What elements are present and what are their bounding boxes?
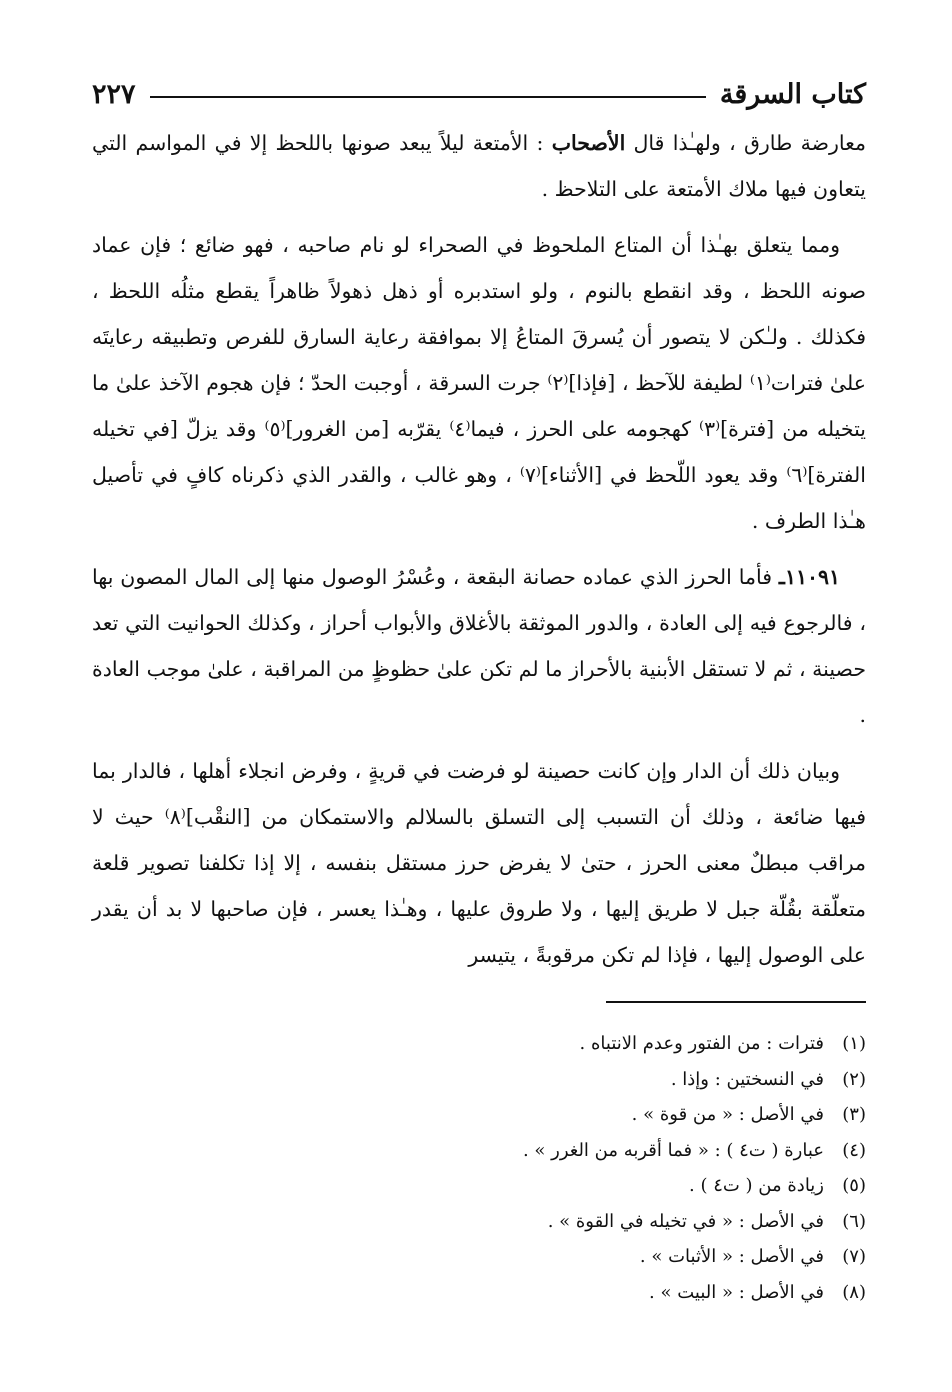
- footnote-text: في الأصل : « الأثبات » .: [639, 1246, 824, 1267]
- paragraph-text: فأما الحرز الذي عماده حصانة البقعة ، وعُسْرُ الوصول منها إلى المال المصون بها ، فالرجوع فيه إلى العادة ، والدور الموثقة بالأغلاق والأبواب أحراز ، وكذلك الحوانيت التي تعد حصينة ، ثم لا تستقل الأبنية بالأحراز ما لم تكن علىٰ حظوظٍ من المراقبة ، علىٰ موجب العادة .: [92, 565, 866, 727]
- paragraph-text: وبيان ذلك أن الدار وإن كانت حصينة لو فرضت في قريةٍ ، وفرض انجلاء أهلها ، فالدار بما فيها ضائعة ، وذلك أن التسبب إلى التسلق بالسلالم والاستمكان من [النقْب]⁽٨⁾ حيث لا مراقب مبطلٌ معنى الحرز ، حتىٰ لا يفرض حرز مستقل بنفسه ، إلا إذا تكلفنا تصوير قلعة متعلّقة بقُلّة جبل لا طريق إليها ، ولا طروق عليها ، وهـٰذا يعسر ، فإن صاحبها لا بد أن يقدر على الوصول إليها ، فإذا لم تكن مرقوبةً ، يتيسر: [92, 759, 866, 967]
- footnote-item: [92, 1097, 866, 1133]
- page-header: [92, 74, 866, 114]
- footnote-text: في الأصل : « في تخيله في القوة » .: [547, 1210, 824, 1232]
- footnote-number: (٣): [842, 1104, 866, 1125]
- footnote-number: (٨): [842, 1281, 866, 1303]
- footnote-item: [92, 1275, 866, 1311]
- paragraph-number: ١١٠٩١ـ: [778, 565, 840, 589]
- paragraph-4: [92, 748, 866, 978]
- footnote-number: (١): [842, 1033, 866, 1054]
- bold-term: الأصحاب: [551, 131, 626, 155]
- main-text: [92, 120, 866, 978]
- footnote-text: في الأصل : « من قوة » .: [631, 1104, 824, 1125]
- footnote-separator: [606, 1001, 866, 1003]
- footnote-item: [92, 1026, 866, 1062]
- header-rule: [150, 96, 706, 98]
- footnote-number: (٥): [842, 1175, 866, 1196]
- paragraph-text: : الأمتعة ليلاً يبعد صونها باللحظ إلا في المواسم التي يتعاون فيها ملاك الأمتعة على التلاحظ .: [92, 131, 866, 201]
- footnote-item: [92, 1062, 866, 1098]
- footnote-number: (٢): [842, 1068, 866, 1090]
- footnote-number: (٦): [842, 1210, 866, 1232]
- footnote-item: [92, 1168, 866, 1204]
- footnote-item: [92, 1239, 866, 1275]
- paragraph-text: ومما يتعلق بهـٰذا أن المتاع الملحوظ في الصحراء لو نام صاحبه ، فهو ضائع ؛ فإن عماد صونه اللحظ ، وقد انقطع بالنوم ، ولو استدبره أو ذهل ذهولاً ظاهراً يقطع مثلُه اللحظ ، فكذلك . ولـٰكن لا يتصور أن يُسرقَ المتاعُ إلا بموافقة رعاية السارق للفرص وتطبيقه رعايتَه علىٰ فترات⁽١⁾ لطيفة للآحظ ، [فإذا]⁽٢⁾ جرت السرقة ، أوجبت الحدّ ؛ فإن هجوم الآخذ علىٰ ما يتخيله من [فترة]⁽٣⁾ كهجومه على الحرز ، فيما⁽٤⁾ يقرّبه [من الغرور]⁽٥⁾ وقد يزلّ [في تخيله الفترة]⁽٦⁾ وقد يعود اللّحظ في [الأثناء]⁽٧⁾ ، وهو غالب ، والقدر الذي ذكرناه كافٍ في تأصيل هـٰذا الطرف .: [92, 233, 867, 533]
- footnote-text: في الأصل : « البيت » .: [649, 1281, 824, 1303]
- footnote-item: [92, 1204, 866, 1240]
- footnotes-list: [92, 1026, 866, 1310]
- running-title: كتاب السرقة: [719, 78, 866, 110]
- footnote-number: (٧): [842, 1246, 866, 1267]
- footnote-text: في النسختين : وإذا .: [670, 1068, 824, 1090]
- footnote-text: فترات : من الفتور وعدم الانتباه .: [579, 1033, 824, 1054]
- paragraph-text: معارضة طارق ، ولهـٰذا قال: [625, 131, 866, 155]
- paragraph-2: [92, 222, 866, 544]
- footnote-item: [92, 1133, 866, 1169]
- paragraph-1: [92, 120, 866, 212]
- page-number: ٢٢٧: [92, 78, 136, 110]
- paragraph-3: [92, 554, 866, 738]
- footnote-number: (٤): [842, 1139, 866, 1161]
- footnote-text: عبارة ( ت٤ ) : « فما أقربه من الغرر » .: [522, 1139, 824, 1161]
- footnote-text: زيادة من ( ت٤ ) .: [689, 1175, 824, 1196]
